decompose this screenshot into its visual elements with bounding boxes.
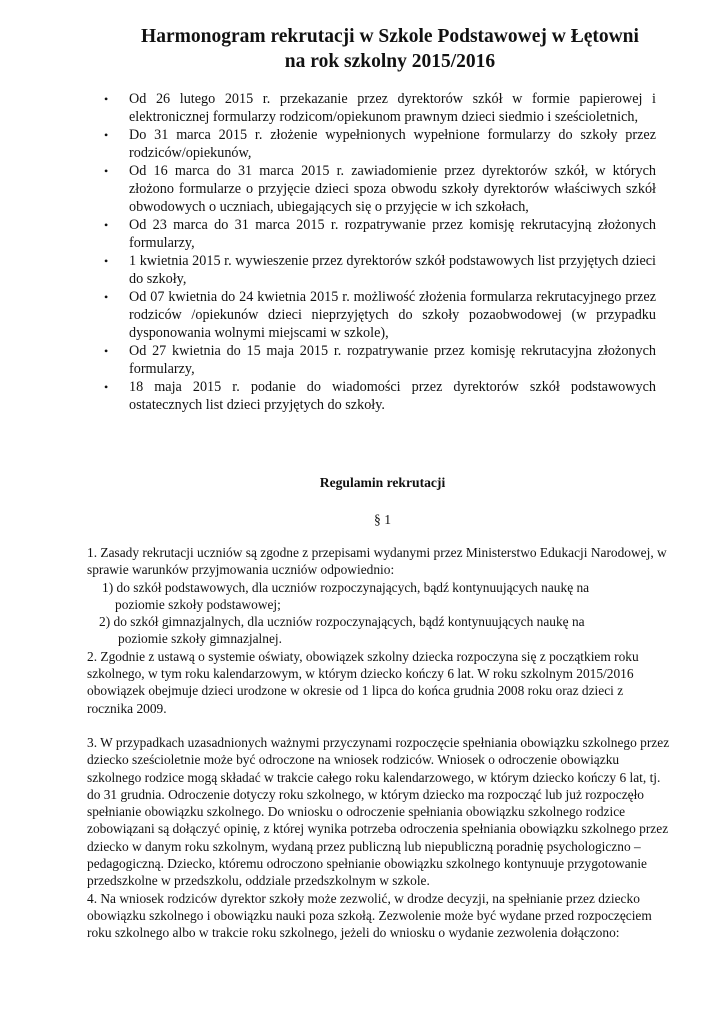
title-line-2: na rok szkolny 2015/2016 [284, 51, 496, 72]
schedule-item-text: Od 27 kwietnia do 15 maja 2015 r. rozpatrywanie przez komisję rekrutacyjna złożonych formularzy, [129, 343, 656, 377]
page-title [80, 24, 700, 74]
bullet-icon: • [104, 92, 109, 106]
schedule-item-text: Od 23 marca do 31 marca 2015 r. rozpatrywanie przez komisję rekrutacyjną złożonych formularzy, [129, 217, 656, 251]
schedule-item-text: 18 maja 2015 r. podanie do wiadomości przez dyrektorów szkół podstawowych ostatecznych list dzieci przyjętych do szkoły. [129, 379, 656, 413]
bullet-icon: • [104, 344, 109, 358]
list-item [104, 162, 656, 216]
list-item [104, 126, 656, 162]
schedule-item-text: Od 16 marca do 31 marca 2015 r. zawiadomienie przez dyrektorów szkół, w których złożono formularze o przyjęcie dzieci spoza obwodu szkoły dyrektorów właściwych szkół obwodowych o uczniach, ubiegających się o przyjęcie w ich szkołach, [129, 163, 656, 215]
paragraph-1-intro: 1. Zasady rekrutacji uczniów są zgodne z przepisami wydanymi przez Ministerstwo Edukacji Narodowej, w sprawie warunków przyjmowania uczniów odpowiednio: [87, 545, 667, 578]
item-text: do szkół podstawowych, dla uczniów rozpoczynających, bądź kontynuujących naukę na [116, 579, 590, 595]
list-item [104, 288, 656, 342]
paragraph-2: 2. Zgodnie z ustawą o systemie oświaty, obowiązek szkolny dziecka rozpoczyna się z początkiem roku szkolnego, w tym roku kalendarzowym, w którym dziecko kończy 6 lat. W roku szkolnym 2015/2016 obowiązek obejmuje dzieci urodzone w okresie od 1 lipca do końca grudnia 2008 roku oraz dzieci z rocznika 2009. [87, 648, 639, 716]
schedule-item-text: Od 07 kwietnia do 24 kwietnia 2015 r. możliwość złożenia formularza rekrutacyjnego przez rodziców /opiekunów dzieci nieprzyjętych do szkoły pozaobwodowej (w przypadku dysponowania wolnymi miejscami w szkole), [129, 289, 656, 341]
bullet-icon: • [104, 380, 109, 394]
regulations-heading: Regulamin rekrutacji [319, 475, 446, 490]
bullet-icon: • [104, 218, 109, 232]
item-number: 1) [102, 579, 117, 595]
paragraph-1-item-1 [87, 579, 672, 596]
bullet-icon: • [104, 254, 109, 268]
list-item [104, 378, 656, 414]
paragraph-1-item-2 [87, 613, 672, 630]
title-line-1: Harmonogram rekrutacji w Szkole Podstawowej w Łętowni [141, 26, 639, 47]
bullet-icon: • [104, 290, 109, 304]
paragraph-spacer [87, 717, 672, 734]
schedule-item-text: 1 kwietnia 2015 r. wywieszenie przez dyrektorów szkół podstawowych list przyjętych dzieci do szkoły, [129, 253, 656, 287]
list-item [104, 216, 656, 252]
item-text: do szkół gimnazjalnych, dla uczniów rozpoczynających, bądź kontynuujących naukę na [113, 614, 585, 630]
section-sign: § 1 [374, 512, 391, 527]
paragraph-1-item-2-cont: poziomie szkoły gimnazjalnej. [118, 631, 282, 647]
list-item [104, 342, 656, 378]
recruitment-schedule-list [104, 90, 656, 414]
paragraph-1-item-1-cont: poziomie szkoły podstawowej; [115, 596, 281, 612]
paragraph-4: 4. Na wniosek rodziców dyrektor szkoły może zezwolić, w drodze decyzji, na spełnianie przez dziecko obowiązku szkolnego i obowiązku nauki poza szkołą. Zezwolenie może być wydane przed rozpoczęciem roku szkolnego albo w trakcie roku szkolnego, jeżeli do wniosku o wydanie zezwolenia dołączono: [87, 890, 652, 941]
bullet-icon: • [104, 128, 109, 142]
bullet-icon: • [104, 164, 109, 178]
paragraph-3: 3. W przypadkach uzasadnionych ważnymi przyczynami rozpoczęcie spełniania obowiązku szkolnego przez dziecko sześcioletnie może być odroczone na wniosek rodziców. Wniosek o odroczenie obowiązku szkolnego rodzice mogą składać w trakcie całego roku kalendarzowego, w którym dziecko kończy 6 lat, tj. do 31 grudnia. Odroczenie dotyczy roku szkolnego, w którym dziecko ma rozpocząć lub już rozpoczęło spełnianie obowiązku szkolnego. Do wniosku o odroczenie spełniania obowiązku szkolnego rodzice zobowiązani są dołączyć opinię, z której wynika potrzeba odroczenia spełniania obowiązku szkolnego przez dziecko w danym roku szkolnym, wydaną przez publiczną lub niepubliczną poradnię psychologiczno – pedagogiczną. Dziecko, któremu odroczono spełnianie obowiązku szkolnego kontynuuje przygotowanie przedszkolne w przedszkolu, oddziale przedszkolnym w szkole. [87, 734, 670, 889]
list-item [104, 90, 656, 126]
schedule-item-text: Do 31 marca 2015 r. złożenie wypełnionych wypełnione formularzy do szkoły przez rodziców/opiekunów, [129, 127, 656, 161]
regulations-body [87, 544, 672, 942]
list-item [104, 252, 656, 288]
schedule-item-text: Od 26 lutego 2015 r. przekazanie przez dyrektorów szkół w formie papierowej i elektronicznej formularzy rodzicom/opiekunom prawnym dzieci siedmio i sześcioletnich, [129, 91, 656, 125]
item-number: 2) [99, 614, 114, 630]
